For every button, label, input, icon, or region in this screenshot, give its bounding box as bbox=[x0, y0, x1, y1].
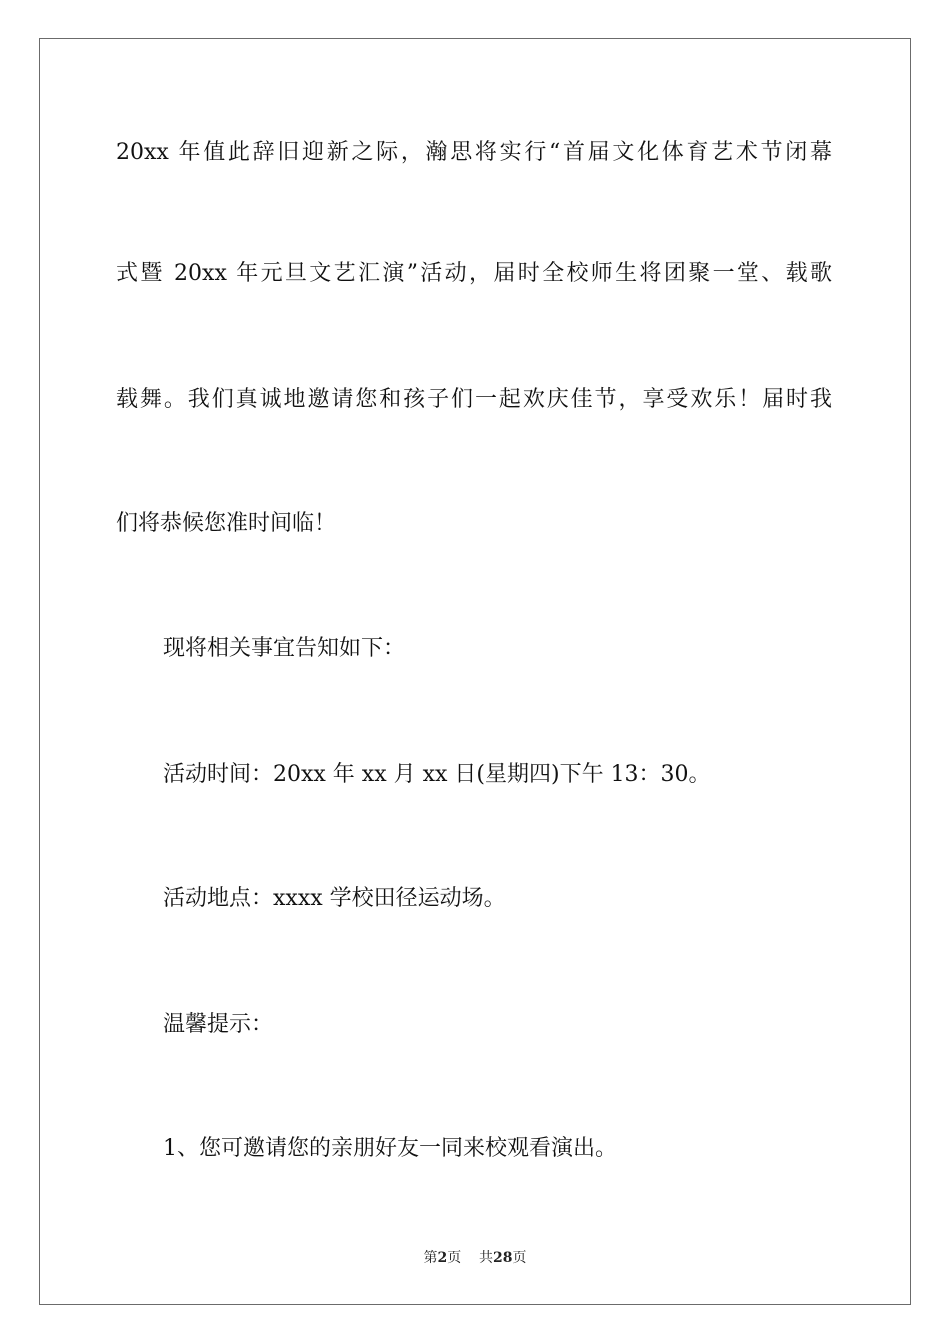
page-footer bbox=[0, 1247, 950, 1267]
paragraph-line-2: 式暨 20xx 年元旦文艺汇演”活动，届时全校师生将团聚一堂、载歌 bbox=[116, 261, 832, 286]
tip-item-1: 1、您可邀请您的亲朋好友一同来校观看演出。 bbox=[163, 1136, 617, 1161]
tips-heading: 温馨提示： bbox=[163, 1012, 274, 1037]
event-location: 活动地点：xxxx 学校田径运动场。 bbox=[163, 886, 506, 911]
event-time: 活动时间：20xx 年 xx 月 xx 日(星期四)下午 13：30。 bbox=[163, 762, 711, 787]
paragraph-line-1: 20xx 年值此辞旧迎新之际，瀚思将实行“首届文化体育艺术节闭幕 bbox=[116, 140, 832, 165]
paragraph-line-4: 们将恭候您准时间临！ bbox=[116, 511, 337, 536]
footer-total-unit: 页 bbox=[512, 1250, 527, 1266]
footer-page-total: 28 bbox=[493, 1250, 513, 1266]
footer-page-current: 2 bbox=[437, 1250, 448, 1266]
page-border bbox=[39, 38, 911, 1305]
notice-intro: 现将相关事宜告知如下： bbox=[163, 636, 406, 661]
footer-page-unit: 页 bbox=[447, 1250, 462, 1266]
paragraph-line-3: 载舞。我们真诚地邀请您和孩子们一起欢庆佳节，享受欢乐！届时我 bbox=[116, 387, 832, 412]
footer-total-prefix: 共 bbox=[479, 1250, 494, 1266]
footer-page-prefix: 第 bbox=[423, 1250, 438, 1266]
